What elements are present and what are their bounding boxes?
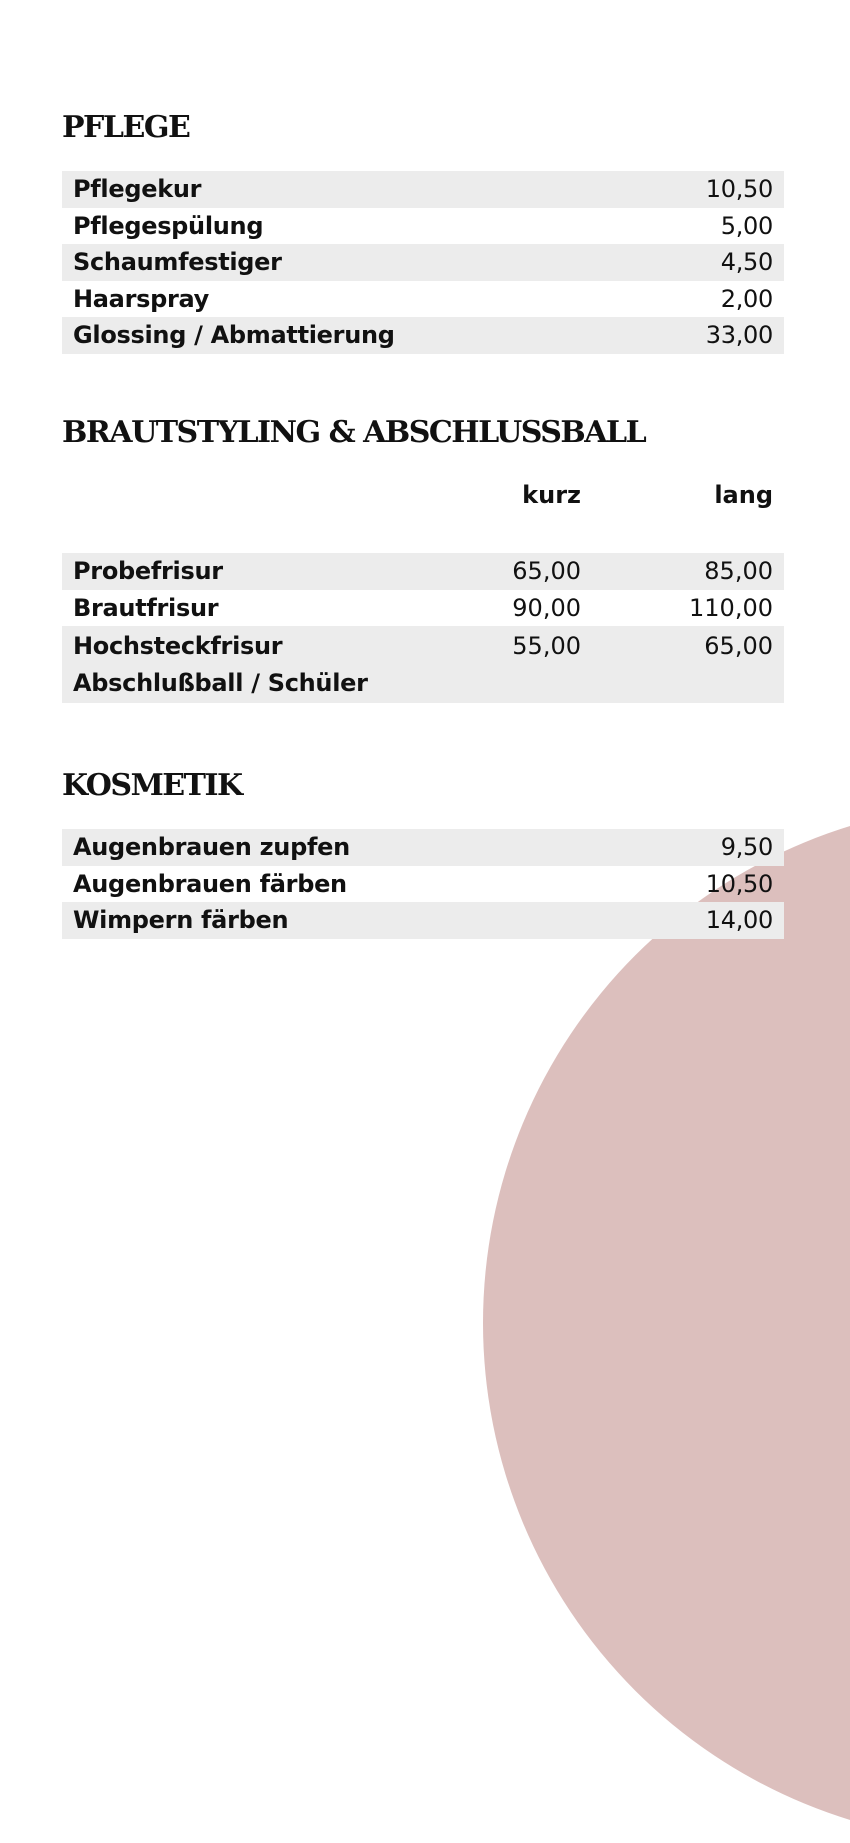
section-title-pflege: PFLEGE [62, 110, 190, 145]
price-row [62, 317, 784, 354]
price-lang: 85,00 [704, 557, 773, 586]
price-row [62, 590, 784, 627]
price-row [62, 902, 784, 939]
section-brautstyling [62, 415, 784, 703]
item-name: Augenbrauen färben [73, 869, 347, 898]
price-row [62, 171, 784, 208]
column-headers [62, 477, 784, 513]
price-row [62, 281, 784, 318]
item-name: Probefrisur [73, 557, 223, 586]
decorative-circle [483, 803, 850, 1843]
item-name-line1: Hochsteckfrisur [73, 632, 283, 660]
item-name: Pflegekur [73, 175, 202, 204]
column-header-kurz: kurz [522, 481, 581, 509]
section-pflege [62, 110, 784, 354]
price-row [62, 553, 784, 590]
item-price: 9,50 [720, 833, 773, 862]
item-name: Augenbrauen zupfen [73, 833, 350, 862]
item-price: 4,50 [720, 248, 773, 277]
item-name: Pflegespülung [73, 211, 264, 240]
item-name: Schaumfestiger [73, 248, 282, 277]
item-name: Wimpern färben [73, 906, 289, 935]
price-row [62, 208, 784, 245]
section-title-brautstyling: BRAUTSTYLING & ABSCHLUSSBALL [62, 415, 646, 450]
price-kurz: 65,00 [512, 557, 581, 586]
price-lang: 110,00 [689, 593, 773, 622]
item-price: 5,00 [720, 211, 773, 240]
item-name: Brautfrisur [73, 593, 219, 622]
section-kosmetik [62, 768, 784, 939]
column-header-lang: lang [714, 481, 773, 509]
item-name [73, 628, 441, 701]
price-kurz: 90,00 [512, 593, 581, 622]
item-price: 2,00 [720, 284, 773, 313]
price-row [62, 244, 784, 281]
item-name-line2: Abschlußball / Schüler [73, 668, 368, 697]
price-kurz: 55,00 [512, 632, 581, 660]
item-price: 33,00 [705, 321, 773, 350]
item-price: 10,50 [705, 869, 773, 898]
item-price: 14,00 [705, 906, 773, 935]
price-row [62, 829, 784, 866]
item-price: 10,50 [705, 175, 773, 204]
price-row [62, 866, 784, 903]
price-lang: 65,00 [704, 632, 773, 660]
price-row [62, 626, 784, 703]
item-name: Glossing / Abmattierung [73, 321, 395, 350]
item-name: Haarspray [73, 284, 210, 313]
section-title-kosmetik: KOSMETIK [62, 768, 242, 803]
